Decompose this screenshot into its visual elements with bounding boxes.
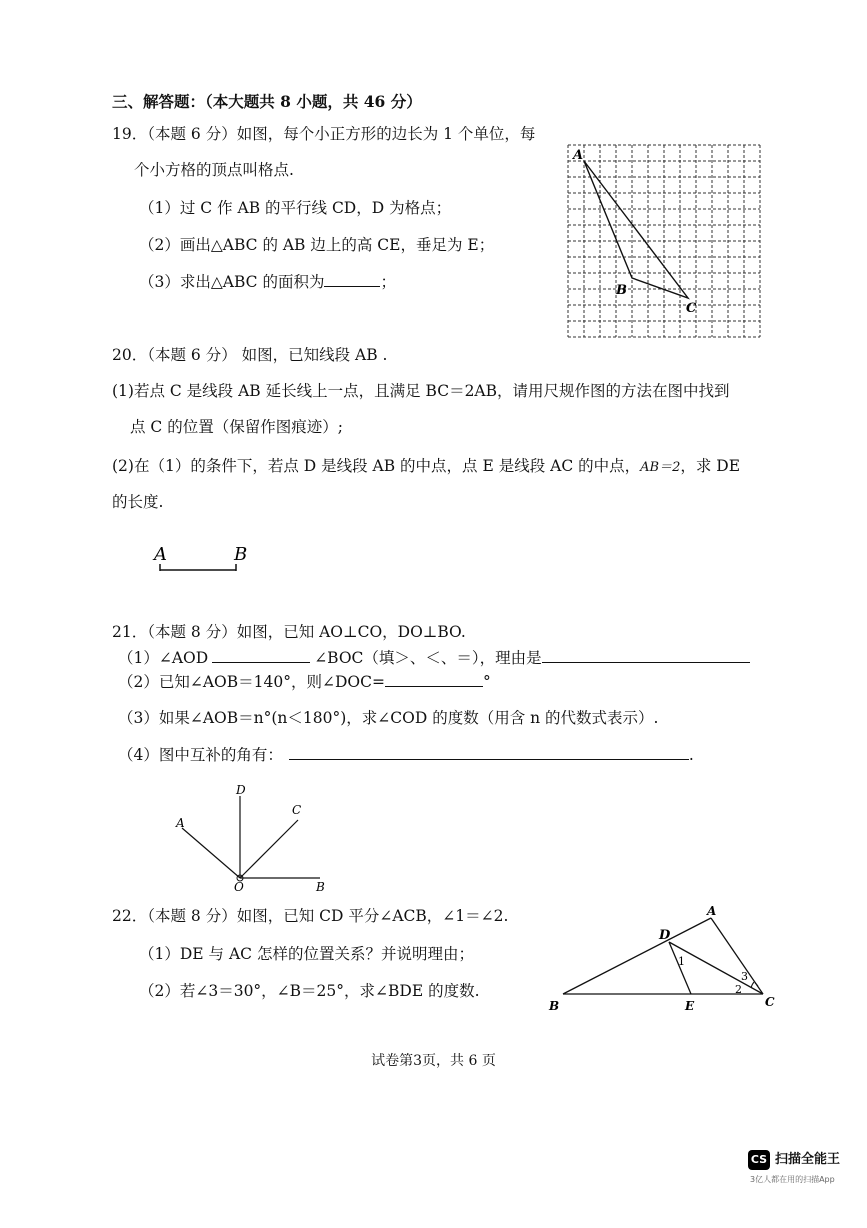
q21-label-b: B: [316, 880, 325, 894]
q22-label-c: C: [765, 995, 775, 1009]
q21-header: 21．（本题 8 分）如图，已知 AO⊥CO，DO⊥BO.: [112, 623, 466, 641]
q22-label-angle1: 1: [678, 955, 685, 968]
q19-area-blank[interactable]: [324, 272, 380, 287]
q21-part4-text: （4）图中互补的角有：: [118, 746, 283, 764]
section-title: 三、解答题：（本大题共 8 小题，共 46 分）: [112, 92, 422, 111]
segment-de: [669, 942, 691, 994]
q19-part2: （2）画出△ABC 的 AB 边上的高 CE，垂足为 E；: [139, 236, 495, 254]
q19-intro: 个小方格的顶点叫格点.: [134, 161, 294, 179]
ray-oc: [240, 820, 298, 878]
grid-lines: [568, 145, 760, 337]
q22-label-e: E: [685, 999, 695, 1013]
q22-label-a: A: [707, 904, 717, 918]
q19-header: 19．（本题 6 分）如图，每个小正方形的边长为 1 个单位，每: [112, 125, 536, 143]
q20-segment-figure: [148, 540, 258, 580]
q21-part2-text: （2）已知∠AOB＝140°，则∠DOC=: [118, 673, 385, 691]
ray-oa: [182, 828, 240, 878]
q22-label-angle3: 3: [741, 970, 748, 983]
q21-part3: （3）如果∠AOB＝n°(n＜180°)，求∠COD 的度数（用含 n 的代数式表示）.: [118, 709, 659, 727]
q20-part1a: (1)若点 C 是线段 AB 延长线上一点，且满足 BC＝2AB，请用尺规作图的方法在图中找到: [112, 382, 730, 400]
page-footer: 试卷第3页，共 6 页: [371, 1053, 496, 1069]
q21-part2-unit: °: [482, 673, 491, 691]
q19-grid-figure: [560, 138, 770, 343]
q22-part2: （2）若∠3＝30°，∠B＝25°，求∠BDE 的度数.: [139, 982, 480, 1000]
scanner-watermark: [748, 1150, 863, 1212]
q20-part2a-end: ，求 DE: [680, 457, 741, 475]
q22-label-d: D: [659, 928, 671, 943]
q19-part3-end: ；: [380, 273, 396, 291]
q22-part1: （1）DE 与 AC 怎样的位置关系？并说明理由；: [139, 945, 474, 963]
segment-dc: [669, 942, 763, 994]
q21-angle-figure: [170, 782, 340, 894]
q21-part4: [118, 745, 694, 765]
q21-label-a: A: [176, 816, 185, 830]
scanner-subtitle: 3亿人都在用的扫描App: [750, 1175, 835, 1184]
q22-triangle-figure: [545, 902, 785, 1017]
q20-ab-value: AB＝2: [640, 460, 681, 475]
q20-part2b: 的长度.: [112, 493, 164, 511]
q21-part4-end: .: [688, 746, 694, 764]
q19-label-b: B: [616, 283, 627, 298]
scanner-title: 扫描全能王: [775, 1152, 841, 1167]
q20-label-b: B: [234, 544, 248, 565]
q20-label-a: A: [154, 544, 167, 565]
q21-part1-text: （1）∠AOD: [118, 649, 209, 667]
q20-part2a-text: (2)在（1）的条件下，若点 D 是线段 AB 的中点，点 E 是线段 AC 的中点，: [112, 457, 641, 475]
q21-part1-mid: ∠BOC（填＞、＜、＝），理由是: [314, 649, 542, 667]
q19-label-c: C: [686, 301, 697, 316]
q19-part3-text: （3）求出△ABC 的面积为: [139, 273, 325, 291]
q22-header: 22．（本题 8 分）如图，已知 CD 平分∠ACB，∠1＝∠2.: [112, 907, 509, 925]
q19-part3: [139, 272, 396, 292]
q21-angle-blank[interactable]: [385, 672, 483, 687]
q20-header: 20．（本题 6 分） 如图，已知线段 AB .: [112, 346, 388, 364]
angle2-arc: [751, 982, 754, 988]
scanner-logo-icon: CS: [748, 1150, 770, 1170]
q21-compare-blank[interactable]: [212, 648, 310, 663]
q21-supplementary-blank[interactable]: [289, 745, 689, 760]
side-ba: [563, 918, 711, 994]
q20-part1b: 点 C 的位置（保留作图痕迹）;: [130, 418, 343, 436]
q22-label-angle2: 2: [735, 983, 742, 996]
q21-part2: [118, 672, 491, 692]
q21-label-c: C: [292, 803, 302, 817]
q21-reason-blank[interactable]: [542, 648, 750, 663]
q19-label-a: A: [573, 148, 584, 163]
q21-label-d: D: [236, 783, 246, 797]
q19-part1: （1）过 C 作 AB 的平行线 CD，D 为格点；: [139, 199, 452, 217]
q22-label-b: B: [549, 999, 560, 1013]
q21-part1: [118, 648, 750, 668]
q21-label-o: O: [234, 880, 244, 894]
q20-part2a: [112, 456, 740, 478]
